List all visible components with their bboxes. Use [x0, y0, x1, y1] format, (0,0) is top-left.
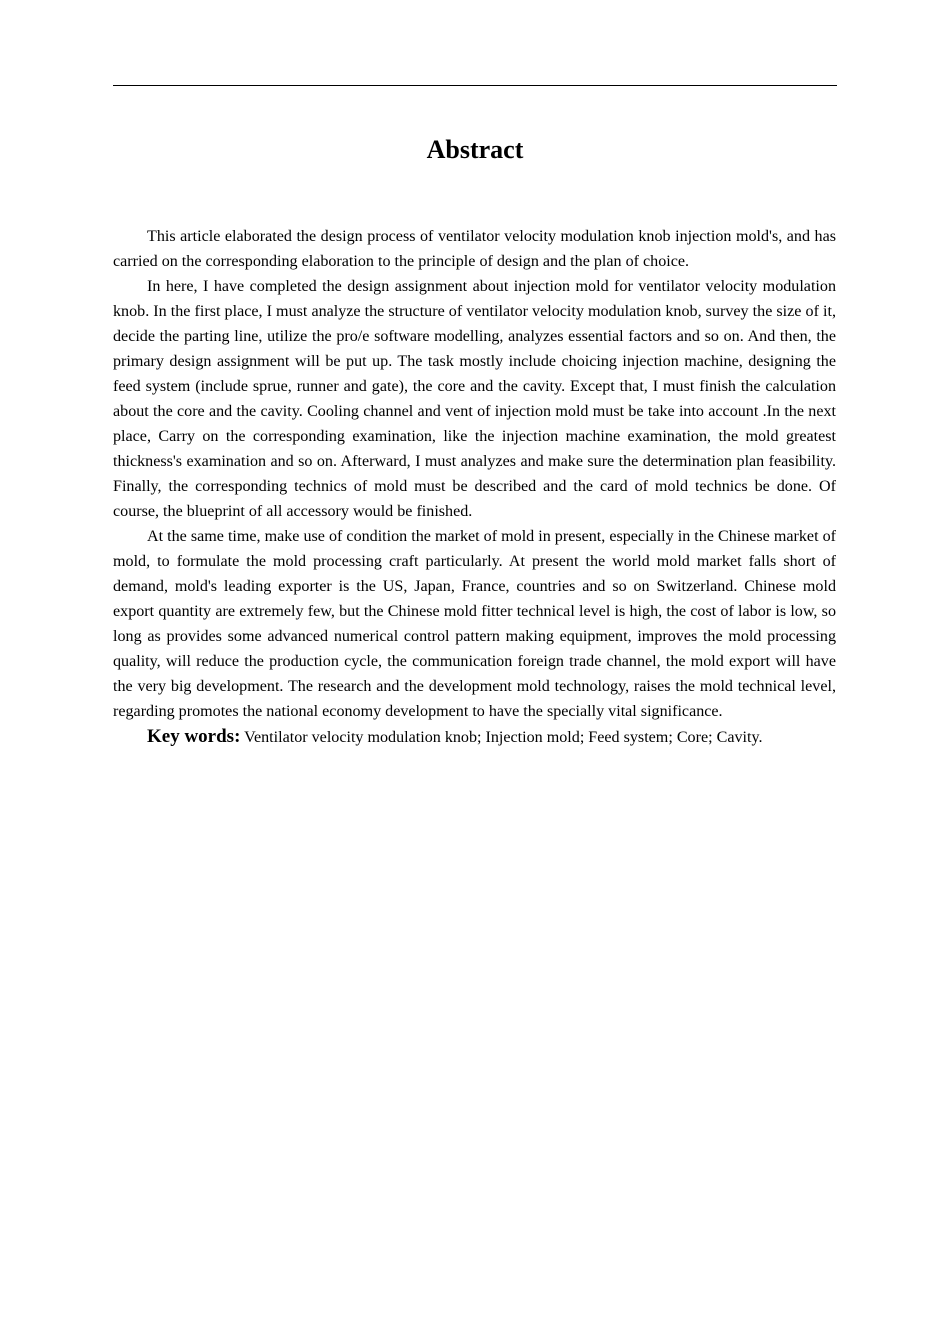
page-title: Abstract: [426, 135, 524, 164]
keywords-text: Ventilator velocity modulation knob; Injection mold; Feed system; Core; Cavity.: [244, 729, 763, 746]
abstract-paragraph-1: This article elaborated the design process of ventilator velocity modulation knob injection mold's, and has carried on the corresponding elaboration to the principle of design and the plan of choice.: [113, 228, 836, 270]
keywords-label: Key words:: [147, 726, 241, 747]
abstract-paragraph-2: In here, I have completed the design assignment about injection mold for ventilator velocity modulation knob. In the first place, I must analyze the structure of ventilator velocity modulation knob, survey the size of it, decide the parting line, utilize the pro/e software modelling, analyzes essential factors and so on. And then, the primary design assignment will be put up. The task mostly include choicing injection machine, designing the feed system (include sprue, runner and gate), the core and the cavity. Except that, I must finish the calculation about the core and the cavity. Cooling channel and vent of injection mold must be take into account .In the next place, Carry on the corresponding examination, like the injection machine examination, the mold greatest thickness's examination and so on. Afterward, I must analyzes and make sure the determination plan feasibility. Finally, the corresponding technics of mold must be described and the card of mold technics be done. Of course, the blueprint of all accessory would be finished.: [113, 278, 836, 520]
keywords-line: [113, 724, 836, 750]
abstract-paragraph-3: At the same time, make use of condition the market of mold in present, especially in the Chinese market of mold, to formulate the mold processing craft particularly. At present the world mold market falls short of demand, mold's leading exporter is the US, Japan, France, countries and so on Switzerland. Chinese mold export quantity are extremely few, but the Chinese mold fitter technical level is high, the cost of labor is low, so long as provides some advanced numerical control pattern making equipment, improves the mold processing quality, will reduce the production cycle, the communication foreign trade channel, the mold export will have the very big development. The research and the development mold technology, raises the mold technical level, regarding promotes the national economy development to have the specially vital significance.: [113, 528, 836, 720]
abstract-body: [113, 224, 836, 750]
header-rule: [113, 85, 837, 86]
